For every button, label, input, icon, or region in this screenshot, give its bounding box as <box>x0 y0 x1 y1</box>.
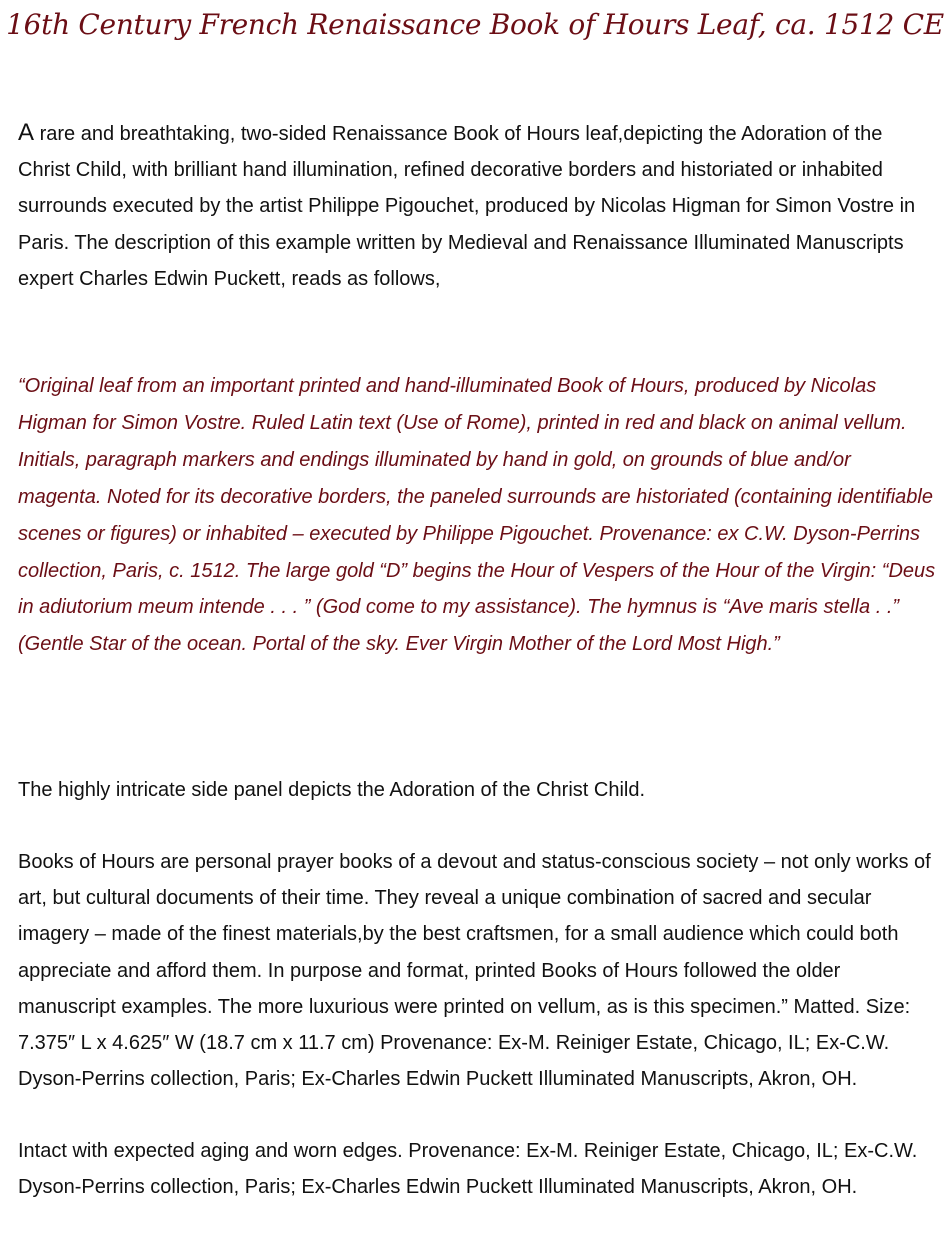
intro-initial: A <box>18 119 35 146</box>
page-title: 16th Century French Renaissance Book of Hours Leaf, ca. 1512 CE <box>6 8 944 41</box>
side-panel-paragraph: The highly intricate side panel depicts the Adoration of the Christ Child. <box>18 779 646 801</box>
books-of-hours-paragraph: Books of Hours are personal prayer books of a devout and status-conscious society – not only works of art, but cultural documents of their time. They reveal a unique combination of sacred and secular imagery – made of the finest materials,by the best craftsmen, for a small audience which could both appreciate and afford them. In purpose and format, printed Books of Hours followed the older manuscript examples. The more luxurious were printed on vellum, as is this specimen.” Matted. Size: 7.375″ L x 4.625″ W (18.7 cm x 11.7 cm) Provenance: Ex-M. Reiniger Estate, Chicago, IL; Ex-C.W. Dyson-Perrins collection, Paris; Ex-Charles Edwin Puckett Illuminated Manuscripts, Akron, OH. <box>18 851 931 1091</box>
intro-text: rare and breathtaking, two-sided Renaissance Book of Hours leaf,depicting the Adoration of the Christ Child, with brilliant hand illumination, refined decorative borders and historiated or inhabited surrounds executed by the artist Philippe Pigouchet, produced by Nicolas Higman for Simon Vostre in Paris. The description of this example written by Medieval and Renaissance Illuminated Manuscripts expert Charles Edwin Puckett, reads as follows, <box>18 123 916 290</box>
condition-paragraph: Intact with expected aging and worn edges. Provenance: Ex-M. Reiniger Estate, Chicago, IL; Ex-C.W. Dyson-Perrins collection, Paris; Ex-Charles Edwin Puckett Illuminated Manuscripts, Akron, OH. <box>18 1140 918 1199</box>
intro-paragraph <box>18 115 938 297</box>
expert-quote: “Original leaf from an important printed and hand-illuminated Book of Hours, produced by Nicolas Higman for Simon Vostre. Ruled Latin text (Use of Rome), printed in red and black on animal vellum. Initials, paragraph markers and endings illuminated by hand in gold, on grounds of blue and/or magenta. Noted for its decorative borders, the paneled surrounds are historiated (containing identifiable scenes or figures) or inhabited – executed by Philippe Pigouchet. Provenance: ex C.W. Dyson-Perrins collection, Paris, c. 1512. The large gold “D” begins the Hour of Vespers of the Hour of the Virgin: “Deus in adiutorium meum intende . . . ” (God come to my assistance). The hymnus is “Ave maris stella . .” (Gentle Star of the ocean. Portal of the sky. Ever Virgin Mother of the Lord Most High.” <box>18 375 936 656</box>
